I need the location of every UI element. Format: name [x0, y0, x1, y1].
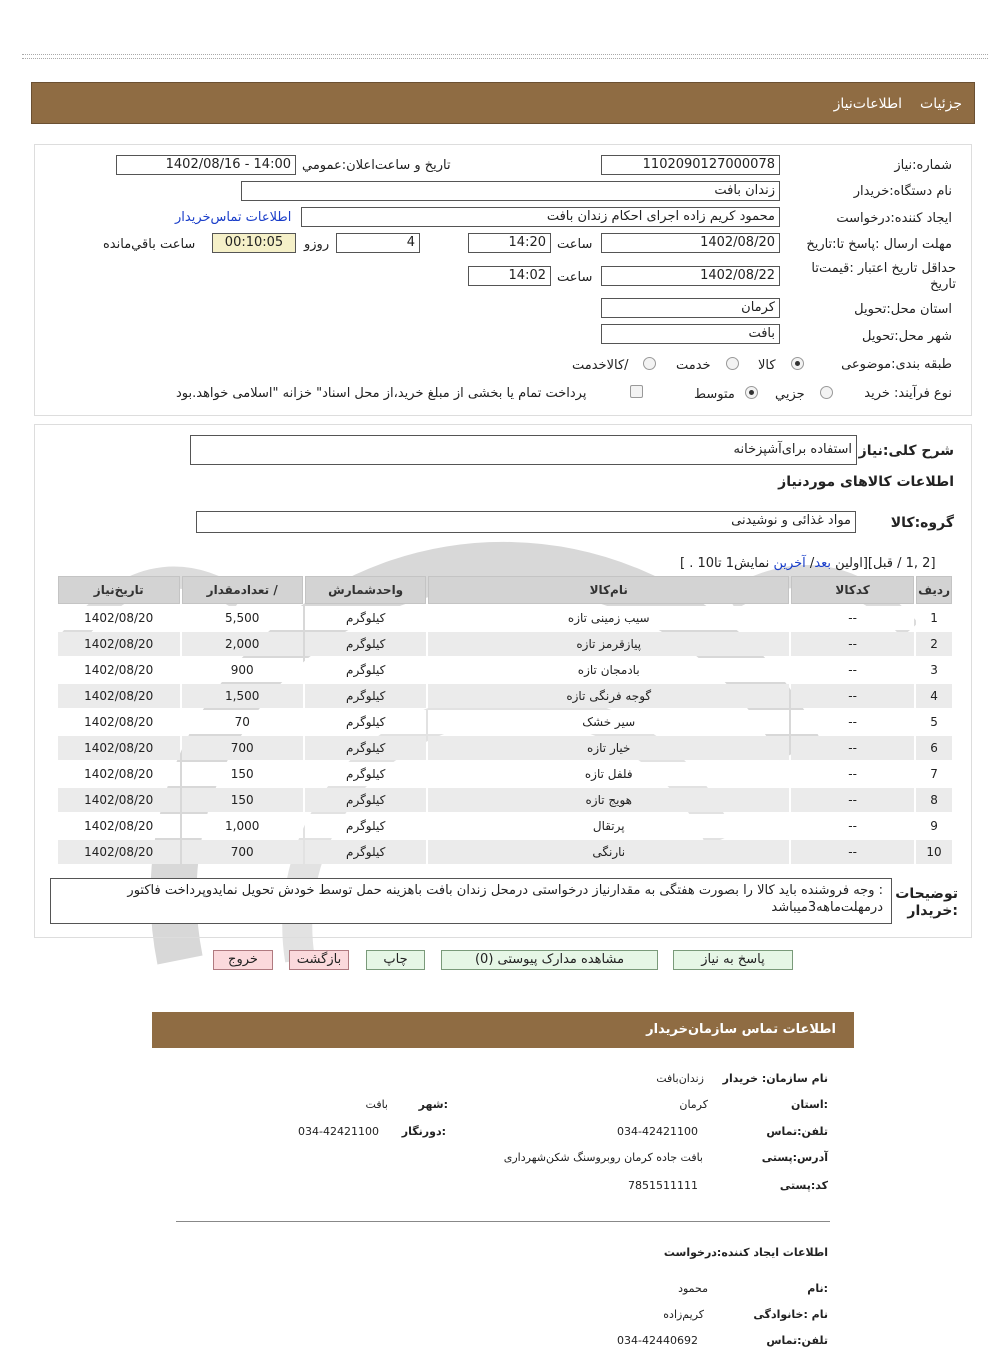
item-unit: کیلوگرم	[305, 632, 427, 656]
item-name: پیازقرمز تازه	[428, 632, 789, 656]
item-name: خیار تازه	[428, 736, 789, 760]
item-date: 1402/08/20	[58, 658, 180, 682]
announce-field[interactable]: 1402/08/16 - 14:00	[116, 155, 296, 175]
category-goods-radio[interactable]	[791, 357, 804, 370]
item-code: --	[791, 658, 914, 682]
validity-date-field[interactable]: 1402/08/22	[601, 266, 780, 286]
item-qty: 70	[182, 710, 303, 734]
contact-province-label: :استان	[791, 1098, 828, 1111]
contact-phone: 034-42421100	[617, 1125, 698, 1138]
item-code: --	[791, 814, 914, 838]
notes-field: : وجه فروشنده باید کالا را بصورت هفتگی به مقدارنیاز درخواستی درمحل زندان بافت باهزینه حمل توسط خودش تحویل نمایدوپرداخت فاکتور درمهلت‌ماهه3میباشد	[50, 878, 892, 924]
item-unit: کیلوگرم	[305, 840, 427, 864]
buyer-org-label: نام دستگاه:خریدار	[853, 184, 952, 199]
deadline-time-field[interactable]: 14:20	[468, 233, 551, 253]
col-qty: / تعدادمقدار	[182, 576, 303, 604]
desc-field[interactable]: استفاده برای‌آشپزخانه	[190, 435, 857, 465]
item-code: --	[791, 736, 914, 760]
contact-title: اطلاعات تماس سازمان‌خریدار	[646, 1022, 836, 1037]
table-row	[58, 736, 952, 760]
item-unit: کیلوگرم	[305, 658, 427, 682]
col-name: نام‌کالا	[428, 576, 789, 604]
item-name: فلفل تازه	[428, 762, 789, 786]
table-row	[58, 632, 952, 656]
row-number: 8	[916, 788, 952, 812]
item-name: هویج تازه	[428, 788, 789, 812]
item-unit: کیلوگرم	[305, 788, 427, 812]
item-name: سیر خشک	[428, 710, 789, 734]
table-row	[58, 762, 952, 786]
creator-info-title: اطلاعات ایجاد کننده:درخواست	[663, 1246, 828, 1259]
item-qty: 150	[182, 788, 303, 812]
row-number: 10	[916, 840, 952, 864]
buyer-org-field[interactable]: زندان بافت	[241, 181, 780, 201]
item-name: پرتقال	[428, 814, 789, 838]
item-date: 1402/08/20	[58, 762, 180, 786]
back-button[interactable]: بازگشت	[289, 950, 349, 970]
deadline-label: مهلت ارسال :پاسخ تا:تاریخ	[806, 237, 952, 252]
group-label: گروه:کالا	[890, 515, 954, 531]
row-number: 9	[916, 814, 952, 838]
category-goods-service-radio[interactable]	[643, 357, 656, 370]
process-medium-label: متوسط	[694, 387, 735, 402]
item-qty: 900	[182, 658, 303, 682]
item-date: 1402/08/20	[58, 606, 180, 630]
category-goods-service-label: /کالاخدمت	[572, 358, 629, 373]
row-number: 1	[916, 606, 952, 630]
buyer-contact-link[interactable]: اطلاعات تماس‌خریدار	[175, 210, 292, 225]
category-service-radio[interactable]	[726, 357, 739, 370]
creator-family: کریم‌زاده	[663, 1308, 704, 1321]
item-code: --	[791, 632, 914, 656]
remaining-time-field: 00:10:05	[212, 233, 296, 253]
pagination-last[interactable]: آخرین	[773, 556, 806, 571]
item-unit: کیلوگرم	[305, 684, 427, 708]
row-number: 2	[916, 632, 952, 656]
item-qty: 2,000	[182, 632, 303, 656]
process-minor-radio[interactable]	[820, 386, 833, 399]
deadline-date-field[interactable]: 1402/08/20	[601, 233, 780, 253]
contact-city-label: :شهر	[418, 1098, 448, 1111]
pagination: [2 ,1 / قبل][اولین بعد/ آخرین نمایش1 تا10 . ]	[680, 556, 936, 571]
process-label: نوع فرآیند: خرید	[864, 386, 952, 401]
item-unit: کیلوگرم	[305, 710, 427, 734]
category-label: طبقه بندی:موضوعی	[841, 357, 952, 372]
table-row	[58, 710, 952, 734]
item-name: نارنگی	[428, 840, 789, 864]
remaining-label: ساعت باقي‌مانده	[103, 237, 196, 252]
pagination-first[interactable]: [2 ,1 / قبل][اولین	[835, 556, 936, 571]
goods-info-title: اطلاعات کالاهای موردنیاز	[778, 474, 954, 490]
category-goods-label: کالا	[758, 358, 776, 373]
desc-label: شرح کلی:نیاز	[858, 443, 954, 459]
row-number: 5	[916, 710, 952, 734]
province-field[interactable]: کرمان	[601, 298, 780, 318]
creator-field[interactable]: محمود کریم زاده اجرای احکام زندان بافت	[301, 207, 780, 227]
contact-header	[152, 1012, 854, 1048]
attachments-button[interactable]: مشاهده مدارک پیوستی (0)	[441, 950, 658, 970]
validity-label: حداقل تاریخ اعتبار :قیمت‌تا تاریخ	[811, 261, 956, 292]
days-label: روزو	[304, 237, 330, 252]
items-table	[56, 574, 954, 866]
item-qty: 1,000	[182, 814, 303, 838]
item-unit: کیلوگرم	[305, 762, 427, 786]
contact-address-label: آدرس:پستی	[761, 1151, 828, 1164]
table-row	[58, 606, 952, 630]
contact-postal: 7851511111	[628, 1179, 698, 1192]
col-unit: واحدشمارش	[305, 576, 427, 604]
announce-label: تاریخ و ساعت‌اعلان:عمومي	[302, 158, 451, 173]
item-qty: 700	[182, 736, 303, 760]
header-details[interactable]: جزئیات	[920, 96, 962, 112]
contact-fax-label: :دورنگار	[401, 1125, 446, 1138]
validity-time-field[interactable]: 14:02	[468, 266, 551, 286]
row-number: 3	[916, 658, 952, 682]
item-date: 1402/08/20	[58, 814, 180, 838]
item-code: --	[791, 840, 914, 864]
print-button[interactable]: چاپ	[366, 950, 425, 970]
notes-label: توضیحات :خریدار	[895, 886, 958, 919]
process-minor-label: جزيي	[775, 387, 805, 402]
item-qty: 150	[182, 762, 303, 786]
top-divider-2	[22, 58, 988, 59]
item-code: --	[791, 684, 914, 708]
item-code: --	[791, 788, 914, 812]
city-field[interactable]: بافت	[601, 324, 780, 344]
item-unit: کیلوگرم	[305, 606, 427, 630]
creator-phone: 034-42440692	[617, 1334, 698, 1347]
item-name: سیب زمینی تازه	[428, 606, 789, 630]
item-unit: کیلوگرم	[305, 814, 427, 838]
creator-phone-label: تلفن:تماس	[766, 1334, 828, 1347]
row-number: 7	[916, 762, 952, 786]
validity-time-label: ساعت	[557, 270, 593, 285]
item-date: 1402/08/20	[58, 840, 180, 864]
deadline-time-label: ساعت	[557, 237, 593, 252]
treasury-payment-checkbox[interactable]	[630, 385, 643, 398]
table-row	[58, 684, 952, 708]
pagination-range: نمایش1 تا10 . ]	[680, 556, 770, 571]
contact-fax: 034-42421100	[298, 1125, 379, 1138]
item-code: --	[791, 710, 914, 734]
item-date: 1402/08/20	[58, 632, 180, 656]
group-field[interactable]: مواد غذائی و نوشیدنی	[196, 511, 856, 533]
contact-city: بافت	[365, 1098, 388, 1111]
header-bar	[31, 82, 975, 124]
row-number: 6	[916, 736, 952, 760]
creator-family-label: نام :خانوادگی	[753, 1308, 828, 1321]
header-need-info[interactable]: اطلاعات‌نیاز	[833, 96, 902, 112]
top-divider	[22, 54, 988, 55]
col-date: تاریخ‌نیاز	[58, 576, 180, 604]
item-date: 1402/08/20	[58, 788, 180, 812]
items-table-body	[58, 606, 952, 864]
creator-name-label: :نام	[807, 1282, 828, 1295]
contact-phone-label: تلفن:تماس	[766, 1125, 828, 1138]
col-row: ردیف	[916, 576, 952, 604]
exit-button[interactable]: خروج	[213, 950, 273, 970]
contact-address: بافت جاده کرمان روبروسنگ شکن‌شهرداری	[503, 1151, 703, 1164]
items-table-header	[58, 576, 952, 604]
category-service-label: خدمت	[676, 358, 711, 373]
table-row	[58, 658, 952, 682]
item-code: --	[791, 606, 914, 630]
need-number-label: شماره:نیاز	[894, 158, 952, 173]
contact-org: زندان‌بافت	[656, 1072, 704, 1085]
item-name: گوجه فرنگی تازه	[428, 684, 789, 708]
item-name: بادمجان تازه	[428, 658, 789, 682]
item-date: 1402/08/20	[58, 684, 180, 708]
treasury-payment-note: پرداخت تمام یا بخشی از مبلغ خرید،از محل اسناد" خزانه "اسلامی خواهد.بود	[176, 386, 587, 401]
pagination-next[interactable]: بعد	[814, 556, 832, 571]
item-date: 1402/08/20	[58, 710, 180, 734]
table-row	[58, 814, 952, 838]
province-label: استان محل:تحویل	[854, 302, 952, 317]
table-row	[58, 840, 952, 864]
contact-province: کرمان	[679, 1098, 708, 1111]
col-code: کدکالا	[791, 576, 914, 604]
table-row	[58, 788, 952, 812]
item-qty: 700	[182, 840, 303, 864]
contact-org-label: نام سازمان: خریدار	[722, 1072, 828, 1085]
process-medium-radio[interactable]	[745, 386, 758, 399]
need-number-field[interactable]: 1102090127000078	[601, 155, 780, 175]
item-code: --	[791, 762, 914, 786]
item-unit: کیلوگرم	[305, 736, 427, 760]
item-qty: 5,500	[182, 606, 303, 630]
city-label: شهر محل:تحویل	[862, 329, 952, 344]
contact-postal-label: کد:پستی	[779, 1179, 828, 1192]
contact-divider	[176, 1221, 830, 1222]
item-qty: 1,500	[182, 684, 303, 708]
creator-label: ایجاد کننده:درخواست	[836, 211, 952, 226]
item-date: 1402/08/20	[58, 736, 180, 760]
row-number: 4	[916, 684, 952, 708]
creator-name: محمود	[678, 1282, 708, 1295]
days-field[interactable]: 4	[336, 233, 420, 253]
reply-button[interactable]: پاسخ به نیاز	[673, 950, 793, 970]
